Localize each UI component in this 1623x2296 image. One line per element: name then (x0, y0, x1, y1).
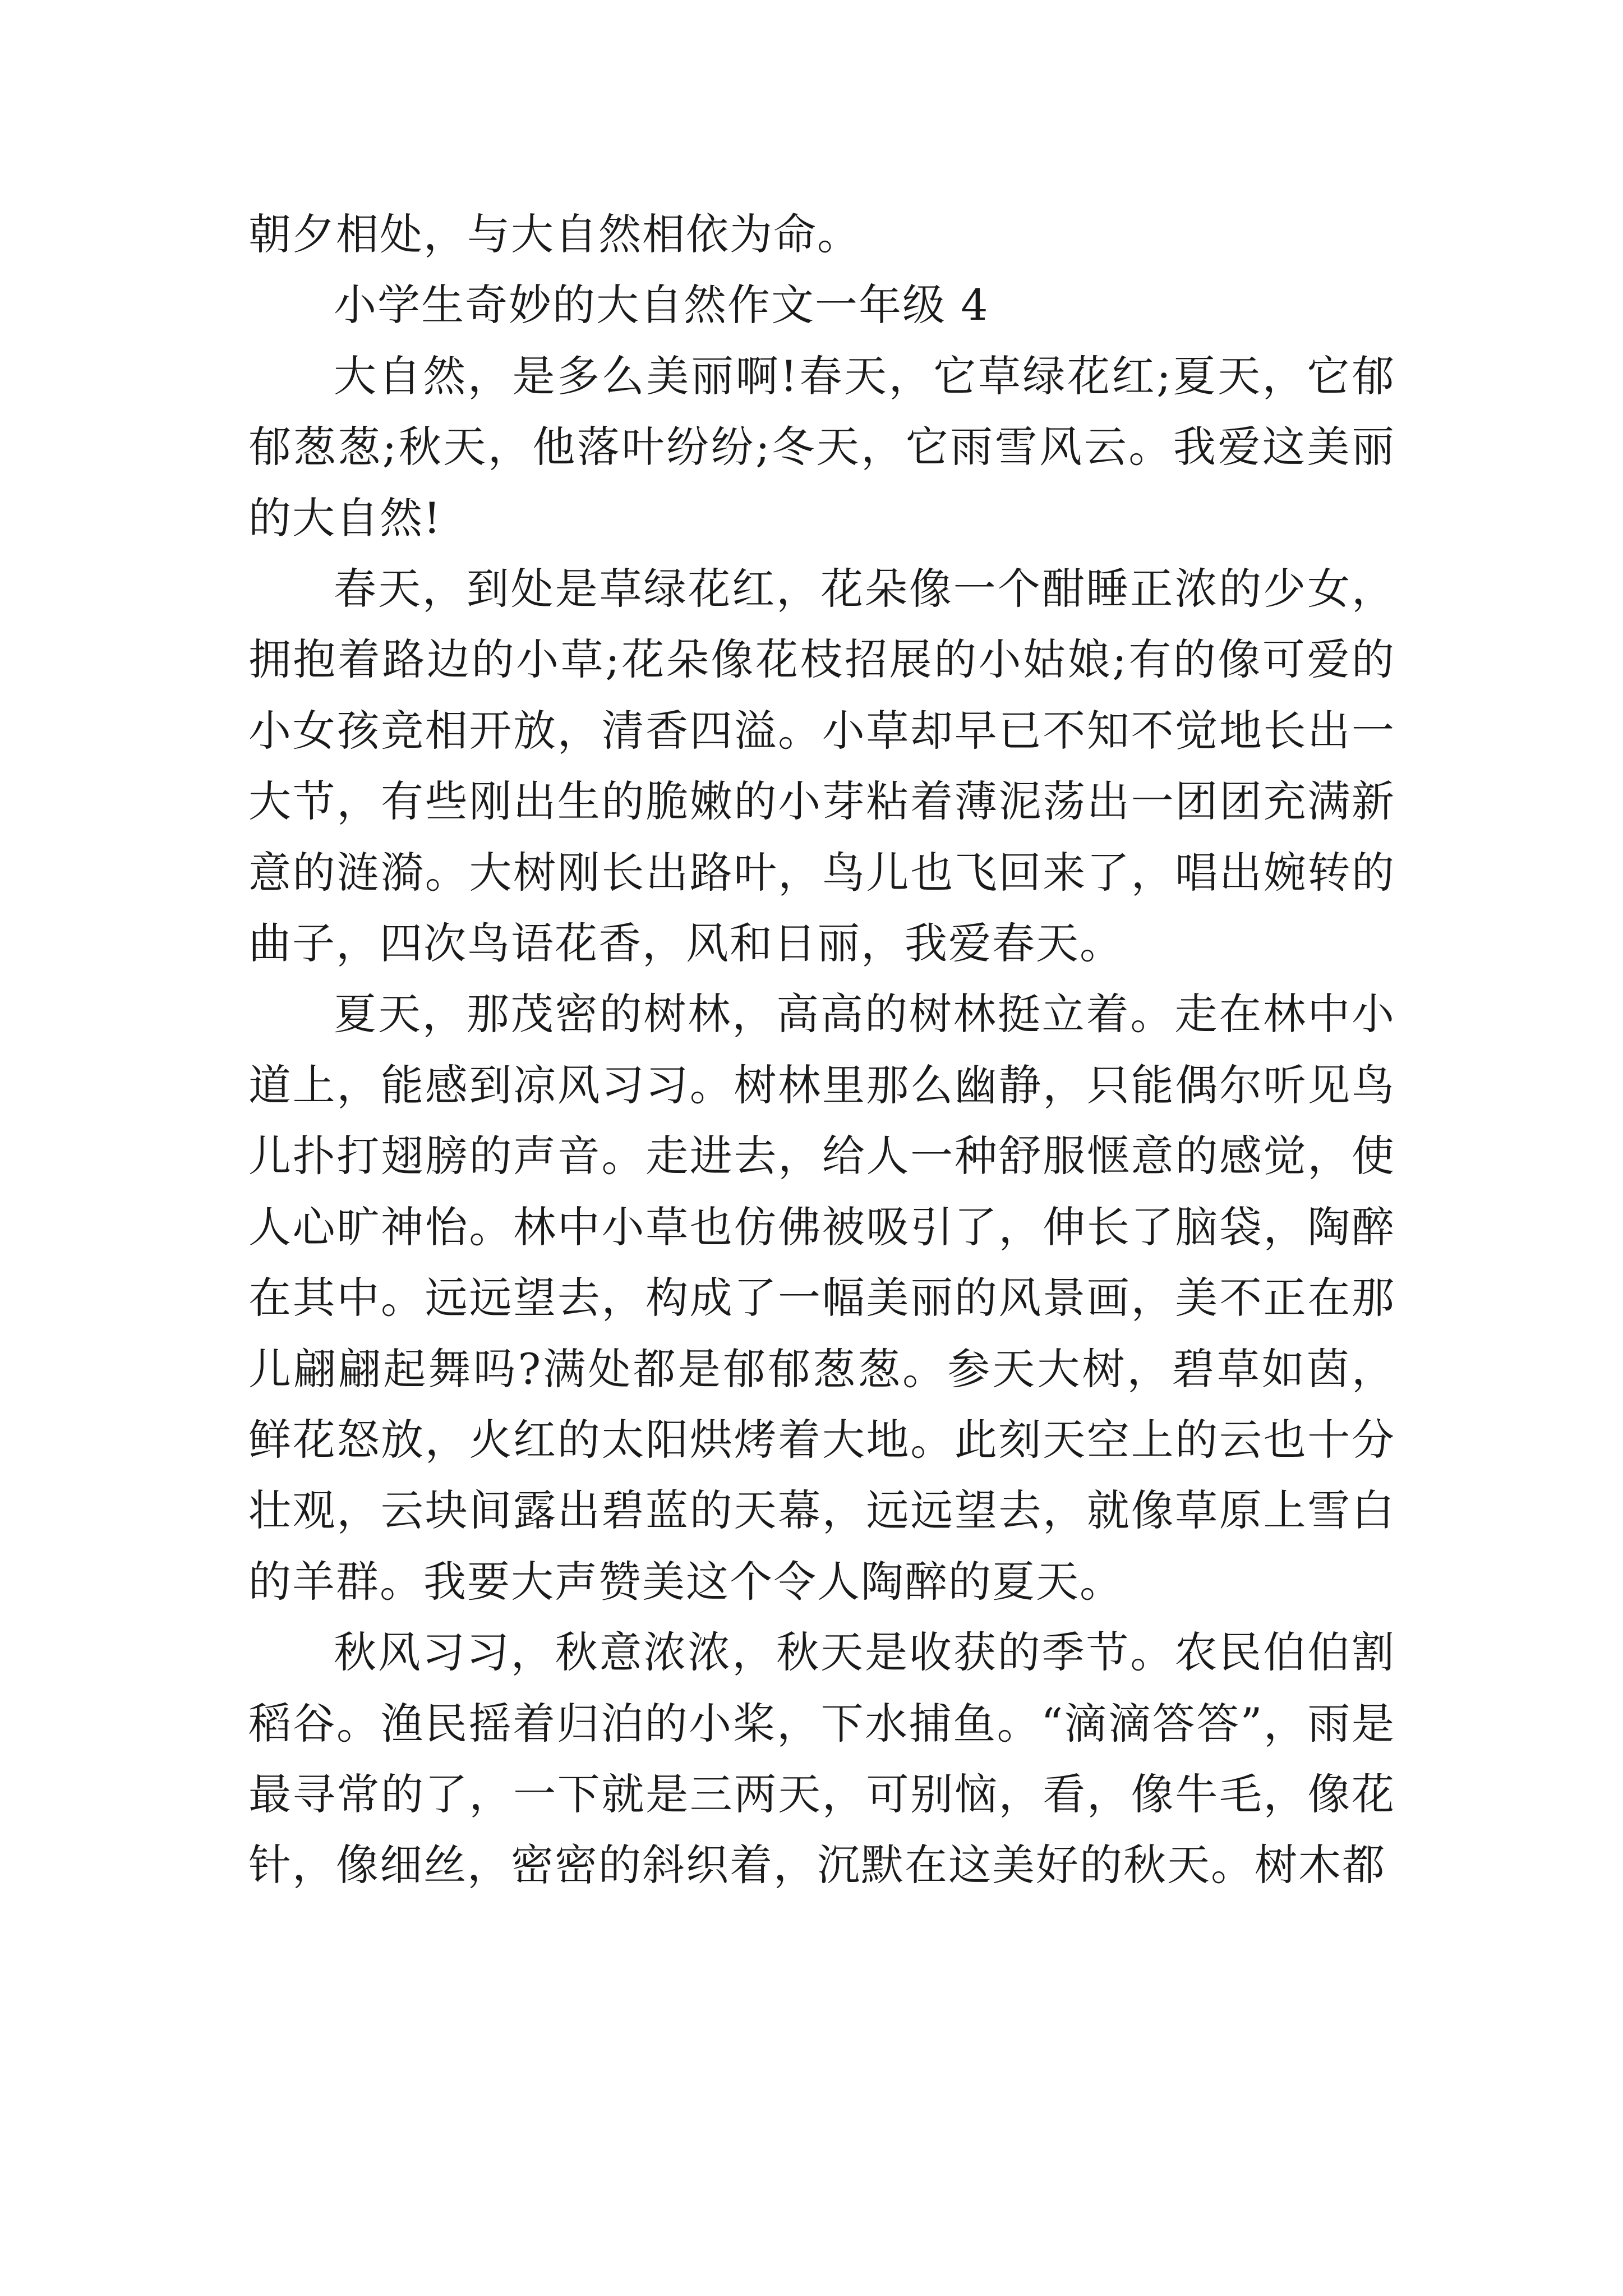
document-body (248, 199, 1395, 1901)
paragraph-intro: 大自然，是多么美丽啊!春天，它草绿花红;夏天，它郁郁葱葱;秋天，他落叶纷纷;冬天，它雨雪风云。我爱这美丽的大自然! (248, 351, 1395, 543)
paragraph-summer: 夏天，那茂密的树林，高高的树林挺立着。走在林中小道上，能感到凉风习习。树林里那么幽静，只能偶尔听见鸟儿扑打翅膀的声音。走进去，给人一种舒服惬意的感觉，使人心旷神怡。林中小草也仿佛被吸引了，伸长了脑袋，陶醉在其中。远远望去，构成了一幅美丽的风景画，美不正在那儿翩翩起舞吗?满处都是郁郁葱葱。参天大树，碧草如茵，鲜花怒放，火红的太阳烘烤着大地。此刻天空上的云也十分壮观，云块间露出碧蓝的天幕，远远望去，就像草原上雪白的羊群。我要大声赞美这个令人陶醉的夏天。 (248, 989, 1395, 1607)
paragraph-autumn: 秋风习习，秋意浓浓，秋天是收获的季节。农民伯伯割稻谷。渔民摇着归泊的小桨，下水捕鱼。“滴滴答答”，雨是最寻常的了，一下就是三两天，可别恼，看，像牛毛，像花针，像细丝，密密的斜织着，沉默在这美好的秋天。树木都 (248, 1627, 1395, 1890)
paragraph-continuation: 朝夕相处，与大自然相依为命。 (248, 209, 861, 259)
essay-title: 小学生奇妙的大自然作文一年级 4 (334, 280, 989, 330)
paragraph-spring: 春天，到处是草绿花红，花朵像一个酣睡正浓的少女，拥抱着路边的小草;花朵像花枝招展的小姑娘;有的像可爱的小女孩竞相开放，清香四溢。小草却早已不知不觉地长出一大节，有些刚出生的脆嫩的小芽粘着薄泥荡出一团团充满新意的涟漪。大树刚长出路叶，鸟儿也飞回来了，唱出婉转的曲子，四次鸟语花香，风和日丽，我爱春天。 (248, 564, 1395, 969)
